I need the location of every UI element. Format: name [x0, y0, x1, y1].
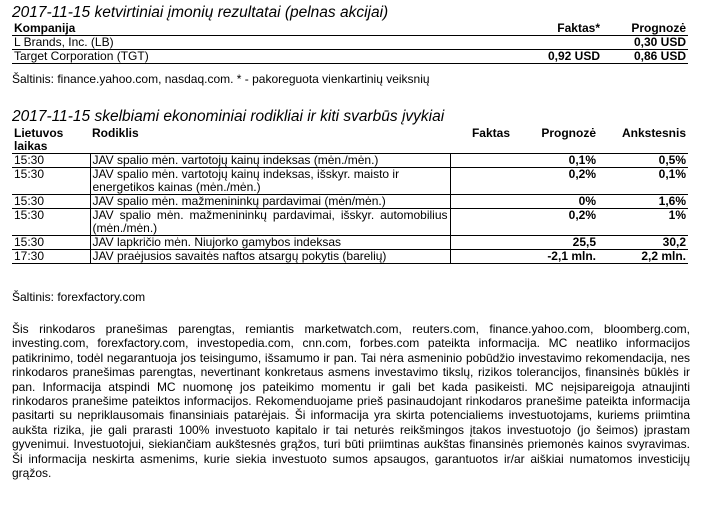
event-actual [450, 209, 512, 236]
event-indicator: JAV spalio mėn. vartotojų kainų indeksas, išskyr. maisto ir energetikos kainas (mėn./mėn.) [90, 168, 450, 195]
earnings-header-row [12, 22, 688, 36]
event-previous: 0,5% [598, 154, 688, 168]
actual-header: Faktas [450, 127, 512, 154]
event-forecast: -2,1 mln. [512, 250, 598, 264]
event-time: 15:30 [12, 236, 90, 250]
forecast-header: Prognozė [602, 22, 688, 36]
economic-header-row [12, 127, 688, 154]
actual-value: 0,92 USD [482, 50, 602, 64]
event-actual [450, 195, 512, 209]
table-row [12, 236, 688, 250]
actual-value [482, 36, 602, 50]
event-time: 15:30 [12, 209, 90, 236]
event-previous: 0,1% [598, 168, 688, 195]
actual-header: Faktas* [482, 22, 602, 36]
event-indicator: JAV spalio mėn. mažmenininkų pardavimai (mėn/mėn.) [90, 195, 450, 209]
table-row [12, 209, 688, 236]
earnings-source: Šaltinis: finance.yahoo.com, nasdaq.com. * - pakoreguota vienkartinių veiksnių [12, 72, 430, 86]
forecast-value: 0,30 USD [602, 36, 688, 50]
event-time: 15:30 [12, 168, 90, 195]
event-previous: 1,6% [598, 195, 688, 209]
event-forecast: 25,5 [512, 236, 598, 250]
disclaimer-text: Šis rinkodaros pranešimas parengtas, remiantis marketwatch.com, reuters.com, finance.yahoo.com, bloomberg.com, investing.com, forexfactory.com, investopedia.com, cnn.com, forbes.com pateikta informacija. MC neatliko informacijos patikrinimo, todėl negarantuoja jos teisingumo, išsamumo ir pan. Tai nėra asmeninio pobūdžio investavimo rekomendacija, nes rinkodaros pranešimas parengtas, nevertinant konkretaus asmens investavimo tikslų, rizikos tolerancijos, finansinės būklės ir pan. Informacija atspindi MC nuomonę jos pateikimo momentu ir gali bet kada pasikeisti. MC neįsipareigoja atnaujinti rinkodaros pranešime pateiktos informacijos. Rekomenduojame prieš pasinaudojant rinkodaros pranešime pateikta informacija pasitarti su nepriklausomais finansiniais patarėjais. Ši informacija yra skirta potencialiems investuotojams, kuriems priimtina aukšta rizika, jie gali prarasti 100% investuoto kapitalo ir tai neturės reikšmingos įtakos investuotojo (jo šeimos) įprastam gyvenimui. Investuotojui, siekiančiam aukštesnės grąžos, turi būti priimtinas aukštas finansinės priemonės kainos svyravimas. Ši informacija neskirta asmenims, kurie siekia investuoto sumos apsaugos, garantuotos ir/ar aiškiai numatomos investicijų grąžos. [12, 322, 690, 481]
forecast-header: Prognozė [512, 127, 598, 154]
time-header: Lietuvos laikas [12, 127, 90, 154]
event-previous: 1% [598, 209, 688, 236]
event-forecast: 0% [512, 195, 598, 209]
event-actual [450, 250, 512, 264]
event-time: 15:30 [12, 154, 90, 168]
earnings-table [12, 22, 688, 64]
indicator-header: Rodiklis [90, 127, 450, 154]
table-row [12, 154, 688, 168]
company-name: L Brands, Inc. (LB) [12, 36, 482, 50]
event-indicator: JAV praėjusios savaitės naftos atsargų pokytis (barelių) [90, 250, 450, 264]
table-row [12, 195, 688, 209]
economic-table [12, 127, 688, 264]
event-time: 15:30 [12, 195, 90, 209]
event-indicator: JAV lapkričio mėn. Niujorko gamybos indeksas [90, 236, 450, 250]
economic-source: Šaltinis: forexfactory.com [12, 290, 146, 304]
table-row [12, 250, 688, 264]
previous-header: Ankstesnis [598, 127, 688, 154]
event-indicator: JAV spalio mėn. mažmenininkų pardavimai, išskyr. automobilius (mėn./mėn.) [90, 209, 450, 236]
event-actual [450, 236, 512, 250]
event-time: 17:30 [12, 250, 90, 264]
event-forecast: 0,2% [512, 209, 598, 236]
table-row [12, 50, 688, 64]
event-actual [450, 168, 512, 195]
company-header: Kompanija [12, 22, 482, 36]
forecast-value: 0,86 USD [602, 50, 688, 64]
event-previous: 30,2 [598, 236, 688, 250]
table-row [12, 36, 688, 50]
event-actual [450, 154, 512, 168]
table-row [12, 168, 688, 195]
earnings-title: 2017-11-15 ketvirtiniai įmonių rezultatai (pelnas akcijai) [12, 4, 389, 21]
event-indicator: JAV spalio mėn. vartotojų kainų indeksas (mėn./mėn.) [90, 154, 450, 168]
event-forecast: 0,1% [512, 154, 598, 168]
event-forecast: 0,2% [512, 168, 598, 195]
event-previous: 2,2 mln. [598, 250, 688, 264]
company-name: Target Corporation (TGT) [12, 50, 482, 64]
economic-title: 2017-11-15 skelbiami ekonominiai rodikliai ir kiti svarbūs įvykiai [12, 108, 445, 125]
